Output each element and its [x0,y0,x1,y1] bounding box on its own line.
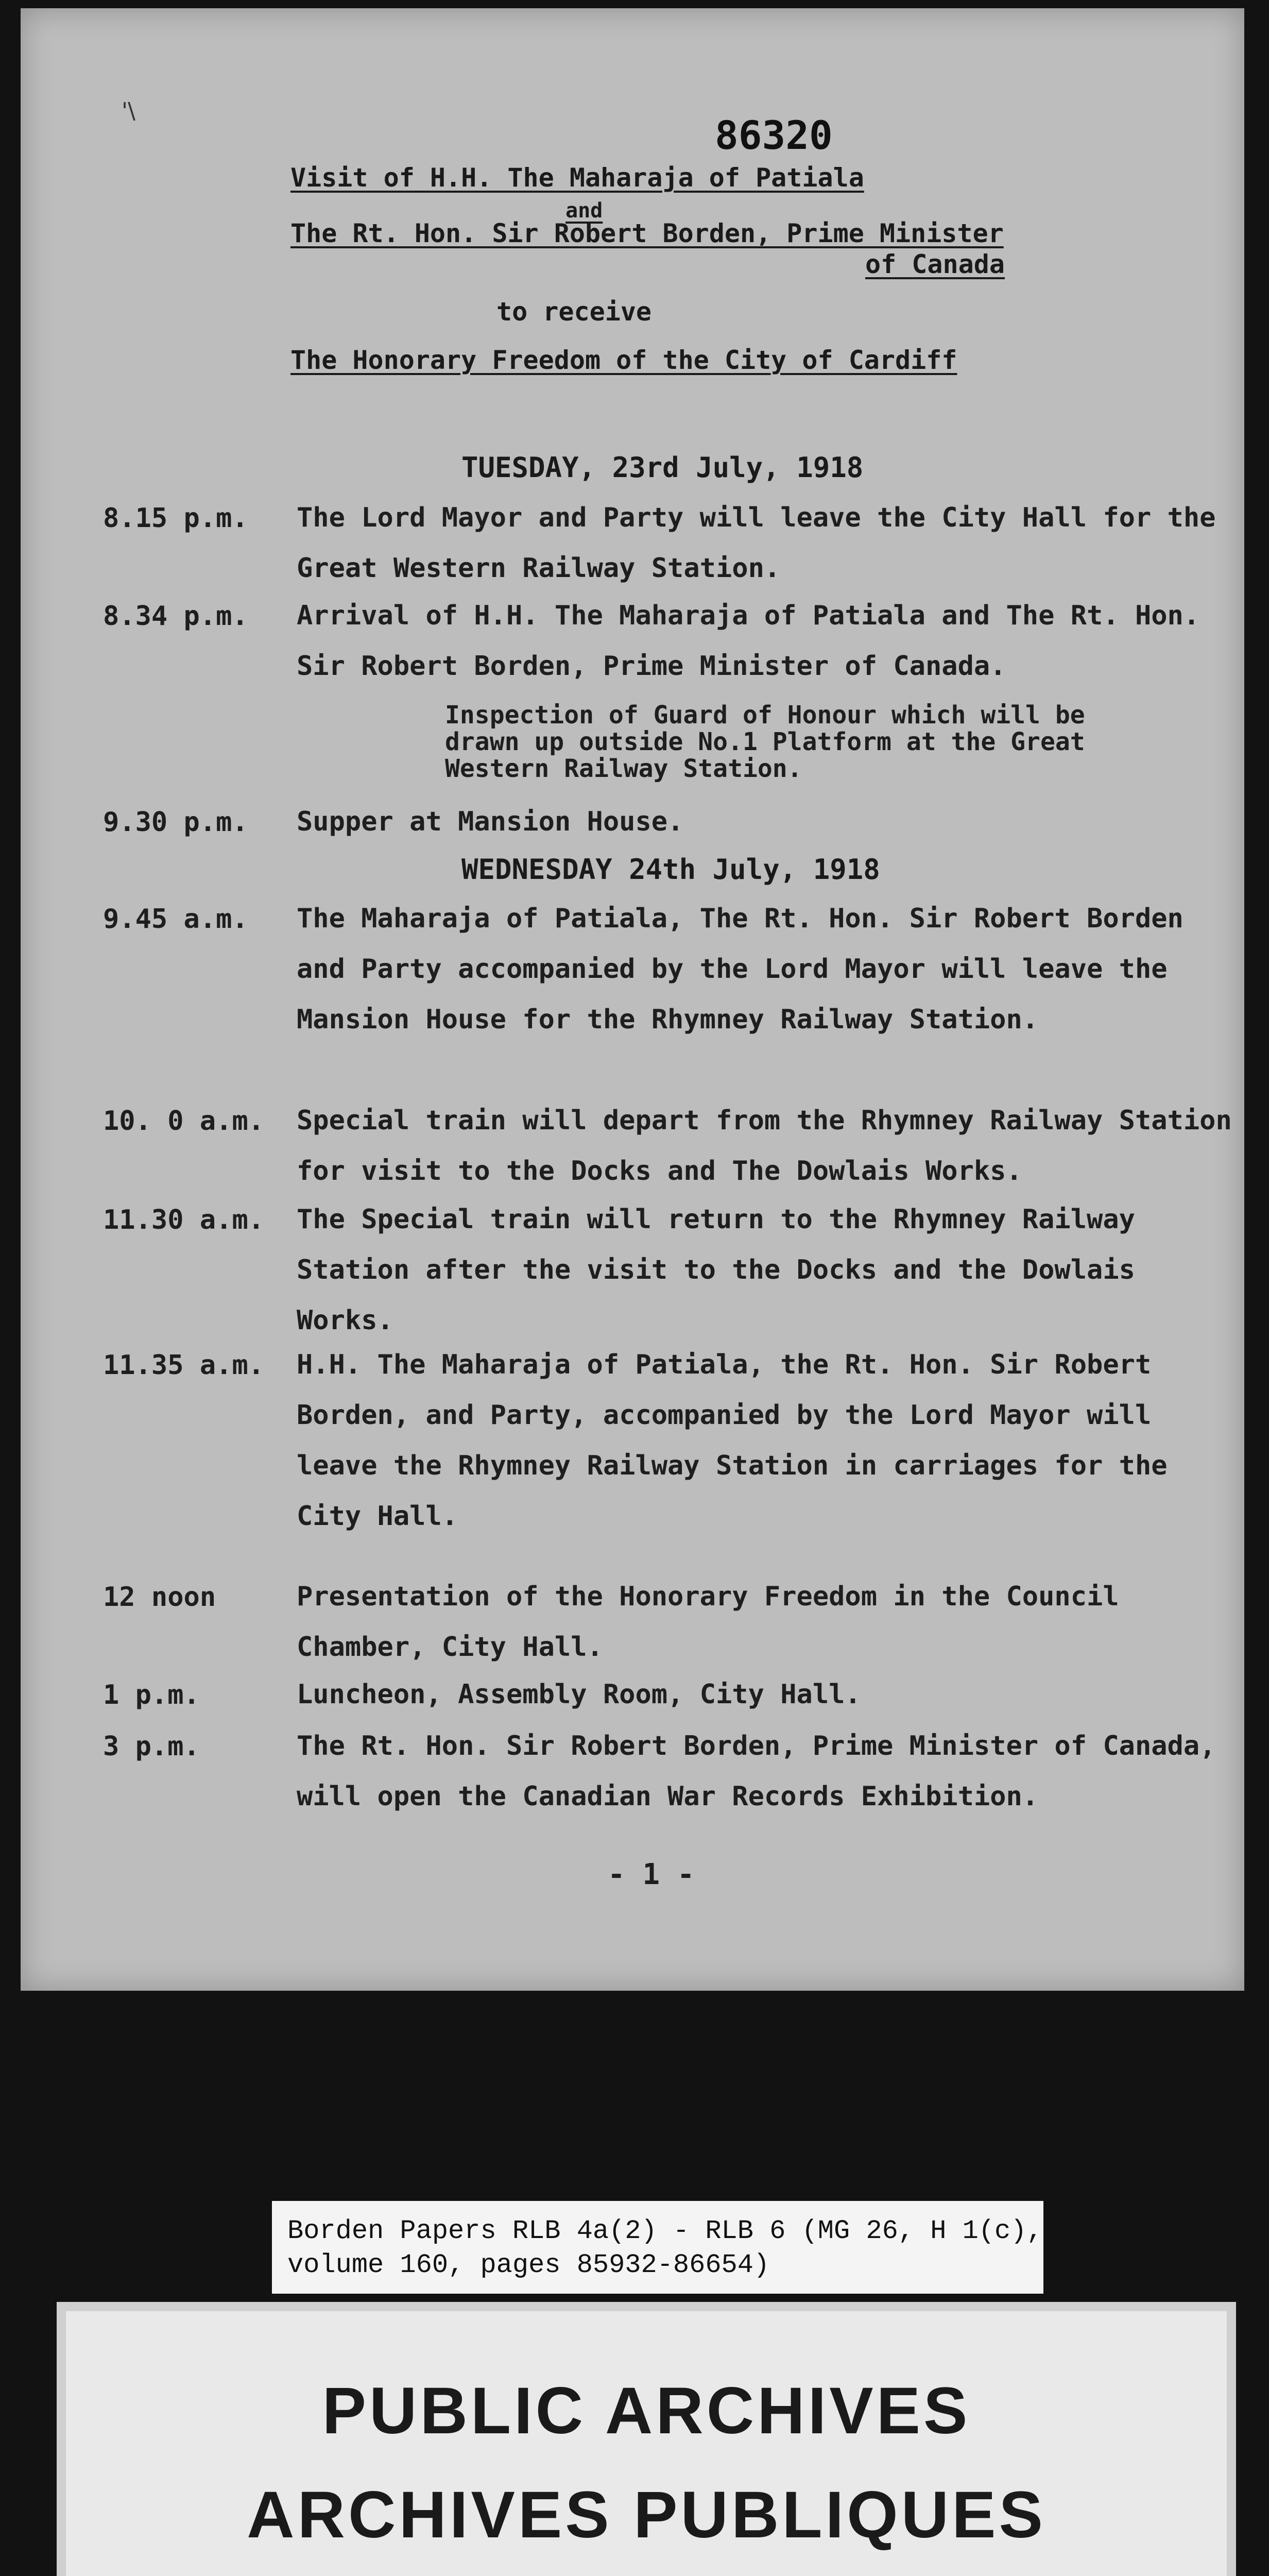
entry-text: Luncheon, Assembly Room, City Hall. [297,1679,861,1710]
entry-text: H.H. The Maharaja of Patiala, the Rt. Hon. Sir Robert Borden, and Party, accompanied by the Lord Mayor will leave the Rhymney Railway Station in carriages for the City Hall. [297,1349,1168,1532]
entry-time: 12 noon [103,1582,216,1613]
entry-time: 3 p.m. [103,1731,200,1762]
entry-time: 1 p.m. [103,1680,200,1710]
margin-mark: '\ [122,98,135,124]
entry-time: 11.30 a.m. [103,1205,265,1235]
entry-note: Inspection of Guard of Honour which will be drawn up outside No.1 Platform at the Great Western Railway Station. [445,701,1085,783]
title-line-3: of Canada [865,249,1005,279]
page-number: - 1 - [608,1858,695,1891]
entry-time: 8.15 p.m. [103,503,248,534]
entry-text: Special train will depart from the Rhymney Railway Station for visit to the Docks and The Dowlais Works. [297,1105,1232,1187]
reference-label [272,2201,1043,2294]
archives-title-french: ARCHIVES PUBLIQUES [247,2478,1046,2552]
entry-text: Arrival of H.H. The Maharaja of Patiala and The Rt. Hon. Sir Robert Borden, Prime Minister of Canada. [297,600,1200,682]
title-and: and [565,199,603,223]
document-number: 86320 [715,112,833,158]
entry-time: 9.45 a.m. [103,904,248,935]
reference-line-1: Borden Papers RLB 4a(2) - RLB 6 (MG 26, H 1(c), [287,2216,1043,2246]
entry-text: The Lord Mayor and Party will leave the City Hall for the Great Western Railway Station. [297,502,1216,584]
entry-time: 10. 0 a.m. [103,1106,265,1137]
entry-time: 9.30 p.m. [103,807,248,838]
archives-stamp-card [57,2302,1236,2576]
title-line-1: Visit of H.H. The Maharaja of Patiala [290,163,864,193]
title-line-4: to receive [496,297,652,327]
day-heading-wednesday: WEDNESDAY 24th July, 1918 [461,853,880,886]
title-line-2: The Rt. Hon. Sir Robert Borden, Prime Minister [290,218,1004,248]
reference-line-2: volume 160, pages 85932-86654) [287,2250,770,2280]
entry-text: The Maharaja of Patiala, The Rt. Hon. Sir Robert Borden and Party accompanied by the Lord Mayor will leave the Mansion House for the Rhymney Railway Station. [297,903,1184,1035]
entry-text: Supper at Mansion House. [297,806,684,837]
entry-text: The Rt. Hon. Sir Robert Borden, Prime Minister of Canada, will open the Canadian War Records Exhibition. [297,1731,1216,1812]
archives-title-english: PUBLIC ARCHIVES [322,2374,971,2448]
entry-text: The Special train will return to the Rhymney Railway Station after the visit to the Docks and the Dowlais Works. [297,1204,1135,1336]
entry-time: 11.35 a.m. [103,1350,265,1381]
title-line-5: The Honorary Freedom of the City of Cardiff [290,345,957,375]
entry-time: 8.34 p.m. [103,601,248,632]
document-page [21,8,1244,1991]
entry-text: Presentation of the Honorary Freedom in the Council Chamber, City Hall. [297,1581,1119,1663]
day-heading-tuesday: TUESDAY, 23rd July, 1918 [461,451,864,484]
